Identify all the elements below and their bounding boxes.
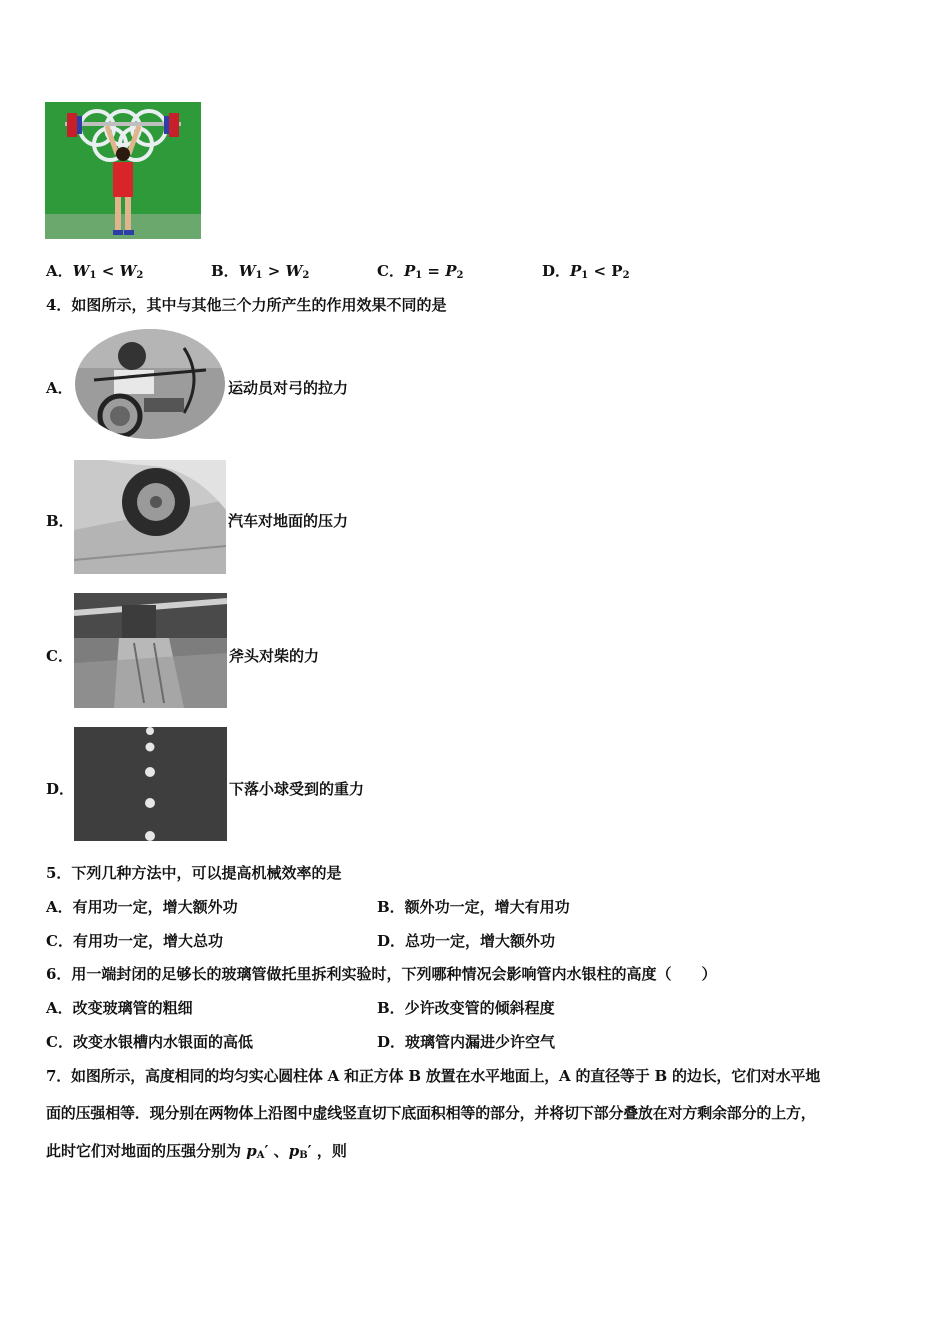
q4-option-c-label: C． <box>46 647 73 665</box>
q4-option-b-text: 汽车对地面的压力 <box>228 512 349 530</box>
q4-option-d-text: 下落小球受到的重力 <box>229 780 365 798</box>
q5-stem: 5．下列几种方法中，可以提高机械效率的是 <box>46 864 342 882</box>
q6-option-c: C．改变水银槽内水银面的高低 <box>46 1033 253 1051</box>
q4-option-c-text: 斧头对柴的力 <box>229 647 320 665</box>
q6-stem: 6．用一端封闭的足够长的玻璃管做托里拆利实验时，下列哪种情况会影响管内水银柱的高度（ ） <box>46 965 717 983</box>
q5-option-d: D．总功一定，增大额外功 <box>377 932 556 950</box>
q7-line-3: 此时它们对地面的压强分别为 $p_A'$ 、$p_B'$ ，则 <box>46 1142 347 1161</box>
pressure-b-symbol: p <box>288 1142 300 1160</box>
q3-option-b: B．$W_1 > W_2$ <box>211 262 310 281</box>
q3-option-a: A．$W_1 < W_2$ <box>46 262 144 281</box>
q4-stem: 4．如图所示，其中与其他三个力所产生的作用效果不同的是 <box>46 296 447 314</box>
q4-option-d-label: D． <box>46 780 75 798</box>
q4-option-a-label: A． <box>46 379 73 397</box>
falling-ball-image <box>74 727 227 841</box>
archer-image <box>74 328 226 440</box>
q7-line-2: 面的压强相等．现分别在两物体上沿图中虚线竖直切下底面积相等的部分，并将切下部分叠放在对方剩余部分的上方， <box>46 1104 816 1122</box>
q6-option-a: A．改变玻璃管的粗细 <box>46 999 193 1017</box>
q3-option-d: D．$P_1 < P_2$ <box>542 262 630 281</box>
axe-wood-image <box>74 593 227 708</box>
q5-option-b: B．额外功一定，增大有用功 <box>377 898 570 916</box>
q3-option-c: C．$P_1 = P_2$ <box>377 262 464 281</box>
car-tire-image <box>74 460 226 574</box>
q4-option-b-label: B． <box>46 512 74 530</box>
q7-line-1: 7．如图所示，高度相同的均匀实心圆柱体 A 和正方体 B 放置在水平地面上，A 的直径等于 B 的边长，它们对水平地 <box>46 1067 821 1085</box>
q6-option-d: D．玻璃管内漏进少许空气 <box>377 1033 556 1051</box>
q5-option-c: C．有用功一定，增大总功 <box>46 932 223 950</box>
q5-option-a: A．有用功一定，增大额外功 <box>46 898 238 916</box>
q6-option-b: B．少许改变管的倾斜程度 <box>377 999 555 1017</box>
q4-option-a-text: 运动员对弓的拉力 <box>228 379 349 397</box>
weightlifter-image <box>45 102 201 239</box>
pressure-a-symbol: p <box>246 1142 257 1160</box>
